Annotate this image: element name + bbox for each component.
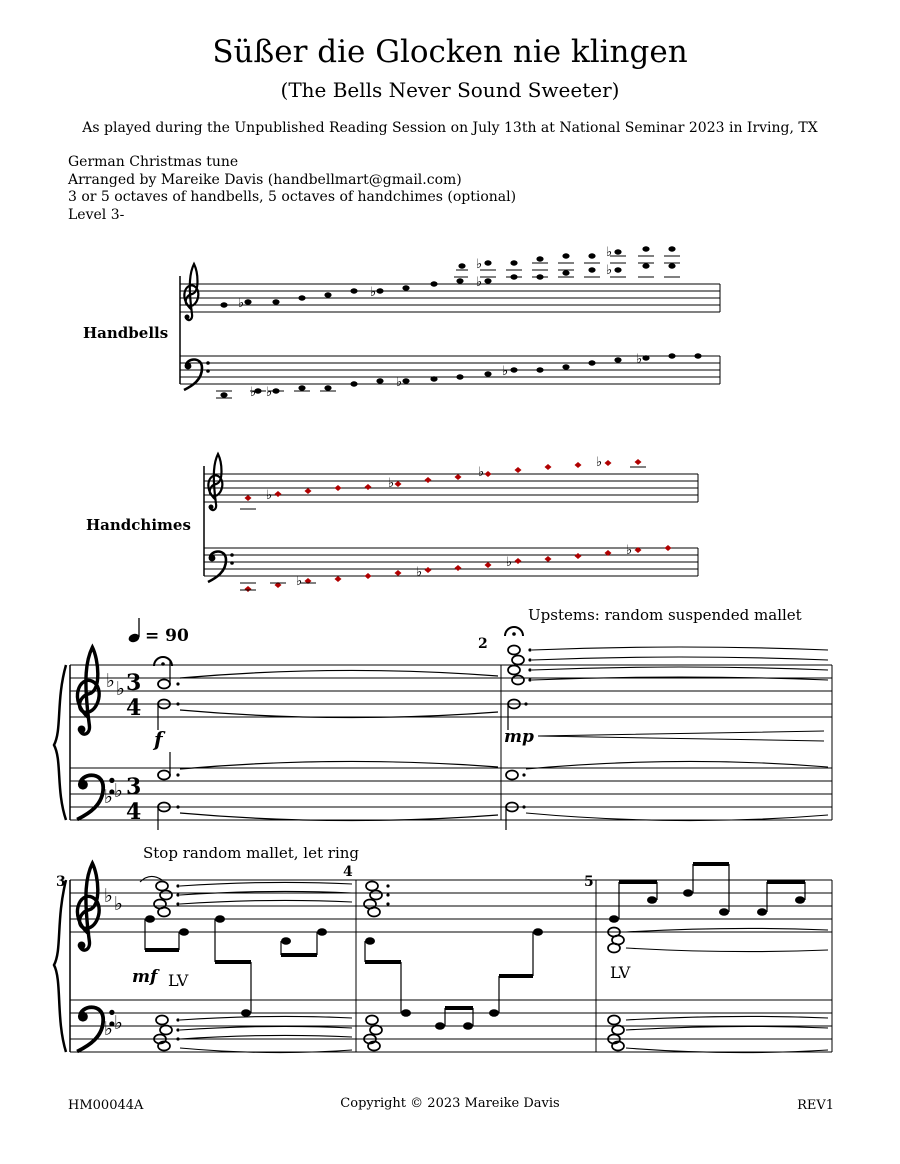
let-vibrate-2: LV: [610, 963, 631, 982]
svg-text:♭: ♭: [114, 893, 123, 915]
svg-text:♭: ♭: [388, 476, 395, 491]
instruction-upstems: Upstems: random suspended mallet: [528, 606, 802, 624]
performance-note: As played during the Unpublished Reading Session on July 13th at National Seminar 2023 in Irving, TX: [82, 120, 818, 136]
svg-text:♭: ♭: [114, 780, 123, 802]
measure-number-5: 5: [584, 874, 594, 890]
svg-text:♭: ♭: [370, 285, 377, 300]
grand-staff-brace: [54, 880, 66, 1052]
svg-text:♭: ♭: [104, 1018, 113, 1040]
time-signature-bottom: 4: [126, 695, 142, 721]
svg-text:♭: ♭: [626, 543, 633, 558]
dynamic-mezzo-piano: mp: [504, 727, 534, 747]
svg-text:♭: ♭: [478, 465, 485, 480]
svg-text:♭: ♭: [416, 565, 423, 580]
bass-time-signature-top: 3: [126, 774, 142, 800]
instrumentation-text: 3 or 5 octaves of handbells, 5 octaves of handchimes (optional): [68, 189, 517, 205]
grand-staff-brace: [54, 665, 66, 820]
svg-text:♭: ♭: [116, 678, 125, 700]
svg-text:♭: ♭: [296, 574, 303, 589]
arranger-text: Arranged by Mareike Davis (handbellmart@gmail.com): [68, 171, 462, 188]
svg-text:♭: ♭: [250, 385, 257, 400]
svg-text:♭: ♭: [596, 455, 603, 470]
svg-text:♭: ♭: [606, 263, 613, 278]
svg-text:♭: ♭: [266, 488, 273, 503]
piece-title: Süßer die Glocken nie klingen: [212, 34, 688, 70]
bass-clef-icon: [184, 360, 210, 391]
catalog-code: HM00044A: [68, 1098, 144, 1113]
piece-subtitle: (The Bells Never Sound Sweeter): [280, 78, 620, 102]
handbells-range-chart: [180, 245, 720, 400]
measure-number-4: 4: [343, 864, 353, 880]
svg-text:♭: ♭: [476, 257, 483, 272]
tempo-text: = 90: [145, 626, 189, 646]
system-2: [54, 844, 832, 1053]
treble-clef-icon: [77, 863, 99, 950]
level-text: Level 3-: [68, 206, 125, 223]
svg-text:♭: ♭: [238, 296, 245, 311]
svg-text:♭: ♭: [266, 385, 273, 400]
bass-clef-icon: [208, 552, 234, 583]
copyright-text: Copyright © 2023 Mareike Davis: [340, 1096, 560, 1111]
system-1: [54, 606, 832, 830]
svg-text:♭: ♭: [506, 555, 513, 570]
time-signature-top: 3: [126, 670, 142, 696]
revision-text: REV1: [797, 1098, 834, 1113]
bass-time-signature-bottom: 4: [126, 799, 142, 825]
svg-text:♭: ♭: [106, 670, 115, 692]
dynamic-forte: f: [154, 727, 163, 751]
svg-text:♭: ♭: [104, 786, 113, 808]
origin-text: German Christmas tune: [68, 154, 239, 170]
handbells-label: Handbells: [83, 324, 169, 342]
dynamic-mezzo-forte: mf: [132, 967, 158, 987]
measure-number-3: 3: [56, 874, 66, 890]
tempo-marking: [127, 618, 189, 646]
measure-number-2: 2: [478, 636, 488, 652]
decrescendo-hairpin: [538, 731, 824, 741]
svg-text:♭: ♭: [104, 885, 113, 907]
svg-text:♭: ♭: [396, 375, 403, 390]
handchimes-label: Handchimes: [86, 516, 191, 534]
svg-text:♭: ♭: [606, 245, 613, 260]
let-vibrate-1: LV: [168, 971, 189, 990]
instruction-stop-mallet: Stop random mallet, let ring: [143, 844, 360, 862]
svg-text:♭: ♭: [636, 352, 643, 367]
handchimes-range-chart: [204, 454, 698, 592]
svg-text:♭: ♭: [502, 364, 509, 379]
svg-text:♭: ♭: [476, 275, 483, 290]
svg-text:♭: ♭: [114, 1012, 123, 1034]
